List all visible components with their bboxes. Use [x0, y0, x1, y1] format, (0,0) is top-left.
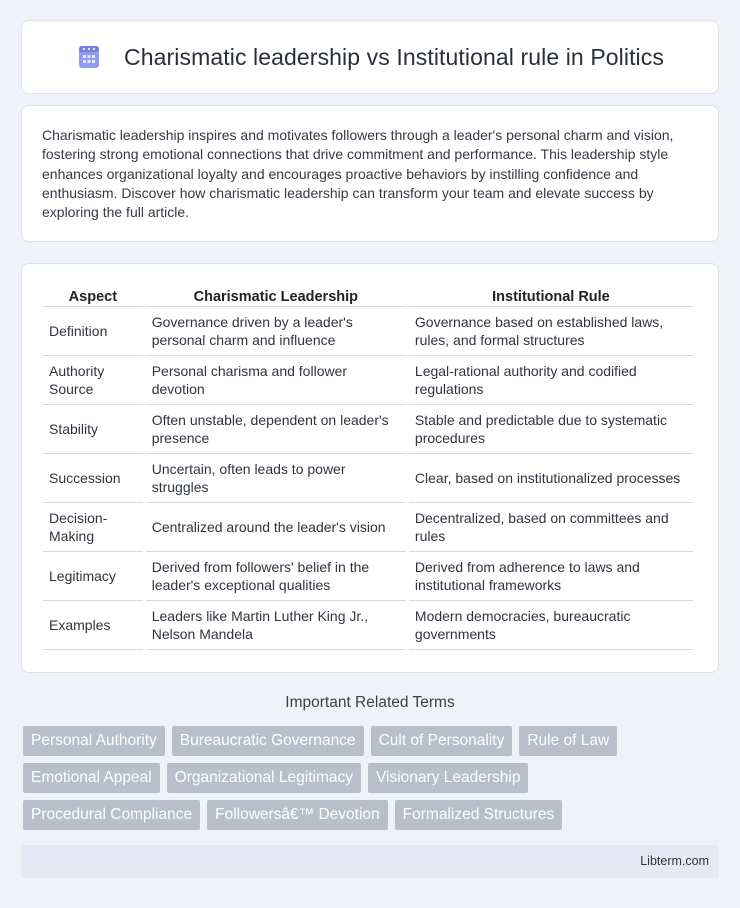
- footer-site-link[interactable]: Libterm.com: [640, 854, 709, 868]
- row-institutional: Derived from adherence to laws and institutional frameworks: [409, 552, 693, 601]
- row-institutional: Clear, based on institutionalized processes: [409, 454, 693, 503]
- row-charismatic: Often unstable, dependent on leader's presence: [146, 405, 406, 454]
- row-institutional: Decentralized, based on committees and rules: [409, 503, 693, 552]
- row-charismatic: Leaders like Martin Luther King Jr., Nelson Mandela: [146, 601, 406, 650]
- table-row: [43, 503, 693, 552]
- tag-procedural-compliance[interactable]: Procedural Compliance: [23, 800, 200, 830]
- row-charismatic: Derived from followers' belief in the leader's exceptional qualities: [146, 552, 406, 601]
- tag-row: [23, 726, 723, 756]
- tag-row: [23, 763, 723, 793]
- tag-bureaucratic-governance[interactable]: Bureaucratic Governance: [172, 726, 364, 756]
- header-aspect: Aspect: [43, 286, 143, 307]
- tag-organizational-legitimacy[interactable]: Organizational Legitimacy: [167, 763, 361, 793]
- related-terms-list: [23, 726, 723, 837]
- footer: [21, 845, 719, 878]
- table-row: [43, 307, 693, 356]
- row-charismatic: Centralized around the leader's vision: [146, 503, 406, 552]
- row-charismatic: Uncertain, often leads to power struggles: [146, 454, 406, 503]
- header-charismatic: Charismatic Leadership: [146, 286, 406, 307]
- table-row: [43, 552, 693, 601]
- tag-emotional-appeal[interactable]: Emotional Appeal: [23, 763, 160, 793]
- row-aspect: Stability: [43, 405, 143, 454]
- row-institutional: Governance based on established laws, rules, and formal structures: [409, 307, 693, 356]
- tag-cult-of-personality[interactable]: Cult of Personality: [371, 726, 513, 756]
- row-charismatic: Personal charisma and follower devotion: [146, 356, 406, 405]
- row-aspect: Decision-Making: [43, 503, 143, 552]
- page-title: Charismatic leadership vs Institutional rule in Politics: [124, 43, 664, 70]
- row-institutional: Modern democracies, bureaucratic governments: [409, 601, 693, 650]
- row-aspect: Definition: [43, 307, 143, 356]
- row-charismatic: Governance driven by a leader's personal charm and influence: [146, 307, 406, 356]
- header-institutional: Institutional Rule: [409, 286, 693, 307]
- tag-personal-authority[interactable]: Personal Authority: [23, 726, 165, 756]
- document-icon: [76, 44, 102, 70]
- table-row: [43, 356, 693, 405]
- tag-followers-devotion[interactable]: Followersâ€™ Devotion: [207, 800, 388, 830]
- row-aspect: Authority Source: [43, 356, 143, 405]
- table-header-row: [43, 286, 693, 307]
- title-card: [21, 20, 719, 94]
- row-aspect: Examples: [43, 601, 143, 650]
- comparison-table: [40, 286, 696, 650]
- row-aspect: Legitimacy: [43, 552, 143, 601]
- comparison-card: [21, 263, 719, 673]
- table-row: [43, 405, 693, 454]
- intro-card: [21, 105, 719, 242]
- intro-paragraph: Charismatic leadership inspires and motivates followers through a leader's personal charm and vision, fostering strong emotional connections that drive commitment and performance. This leadership style enhances organizational loyalty and encourages proactive behaviors by instilling confidence and enthusiasm. Discover how charismatic leadership can transform your team and elevate success by exploring the full article.: [42, 127, 674, 221]
- row-institutional: Legal-rational authority and codified regulations: [409, 356, 693, 405]
- row-aspect: Succession: [43, 454, 143, 503]
- tag-visionary-leadership[interactable]: Visionary Leadership: [368, 763, 528, 793]
- tag-rule-of-law[interactable]: Rule of Law: [519, 726, 617, 756]
- tag-row: [23, 800, 723, 830]
- tag-formalized-structures[interactable]: Formalized Structures: [395, 800, 563, 830]
- row-institutional: Stable and predictable due to systematic procedures: [409, 405, 693, 454]
- related-terms-title: Important Related Terms: [285, 694, 455, 711]
- table-row: [43, 601, 693, 650]
- table-row: [43, 454, 693, 503]
